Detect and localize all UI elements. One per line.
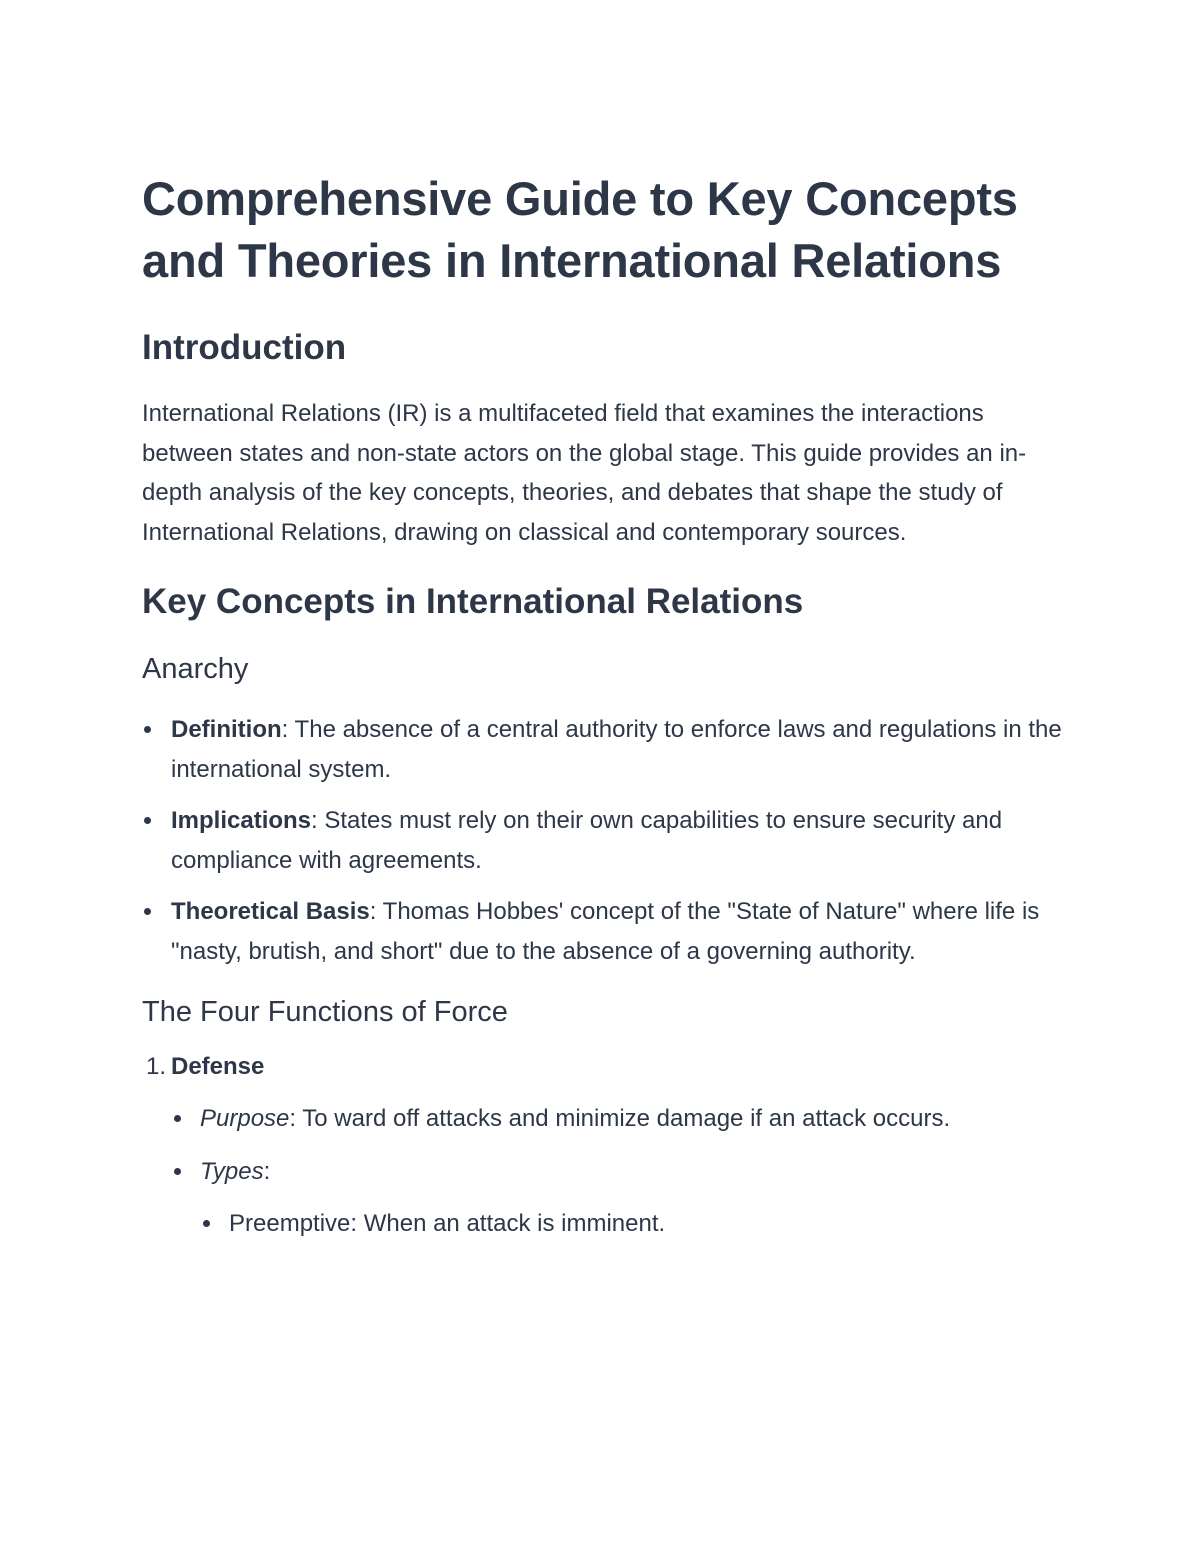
implications-text: : States must rely on their own capabilities to ensure security and compliance with agreements. [171,807,1003,874]
theoretical-basis-term: Theoretical Basis [171,898,370,925]
force-functions-heading: The Four Functions of Force [142,996,508,1028]
purpose-label: Purpose [200,1104,290,1132]
list-item [171,1152,1072,1243]
key-concepts-heading: Key Concepts in International Relations [142,582,804,621]
defense-sub-list [171,1099,1072,1244]
anarchy-list [142,710,1072,971]
list-item [142,1047,1072,1243]
types-suffix: : [263,1158,271,1185]
introduction-heading: Introduction [142,328,347,367]
types-list [200,1204,1072,1244]
page-title: Comprehensive Guide to Key Concepts and Theories in International Relations [142,172,1018,287]
anarchy-heading: Anarchy [142,653,249,685]
definition-text: : The absence of a central authority to enforce laws and regulations in the international system. [171,716,1062,783]
theoretical-basis-text: : Thomas Hobbes' concept of the "State of Nature" where life is "nasty, brutish, and short" due to the absence of a governing authority. [171,898,1040,965]
list-item [142,801,1072,880]
list-item [142,710,1072,789]
purpose-text: : To ward off attacks and minimize damage if an attack occurs. [289,1104,951,1132]
list-item [142,892,1072,971]
document-page [142,168,1072,1257]
types-label: Types [200,1158,264,1185]
defense-label: Defense [171,1053,265,1080]
list-number: 1. [146,1053,167,1080]
introduction-paragraph: International Relations (IR) is a multifaceted field that examines the interactions between states and non-state actors on the global stage. This guide provides an in-depth analysis of the key concepts, theories, and debates that shape the study of International Relations, drawing on classical and contemporary sources. [142,400,1027,546]
force-functions-list [142,1047,1072,1243]
implications-term: Implications [171,807,312,834]
definition-term: Definition [171,716,282,743]
list-item [171,1099,1072,1139]
list-item: Preemptive: When an attack is imminent. [200,1204,1072,1244]
